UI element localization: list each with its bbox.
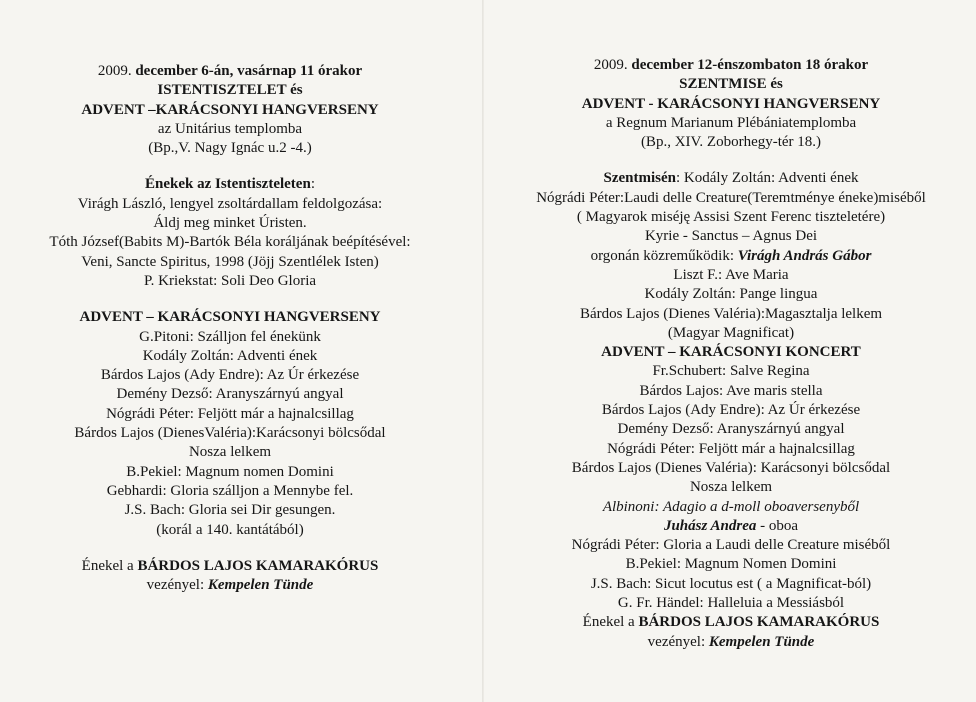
list-item: J.S. Bach: Sicut locutus est ( a Magnificat-ból) xyxy=(590,575,872,592)
list-item: Liszt F.: Ave Maria xyxy=(673,266,789,283)
list-item: Tóth József(Babits M)-Bartók Béla koráljának beépítésével: xyxy=(49,234,411,251)
list-item: Bárdos Lajos (Dienes Valéria):Magasztalja lelkem xyxy=(579,305,883,322)
left-conductor-line: vezényel: Kempelen Tünde xyxy=(146,577,314,594)
left-concert-heading: ADVENT – KARÁCSONYI HANGVERSENY xyxy=(79,309,381,326)
list-item: ( Magyarok miséję Assisi Szent Ferenc tiszteletére) xyxy=(576,209,886,226)
list-item: G.Pitoni: Szálljon fel énekünk xyxy=(139,328,321,345)
list-item: Nógrádi Péter:Laudi delle Creature(Teremtménye éneke)miséből xyxy=(536,189,926,206)
left-venue: az Unitárius templomba xyxy=(157,120,303,137)
list-item: Demény Dezső: Aranyszárnyú angyal xyxy=(617,421,845,438)
left-page xyxy=(0,62,460,595)
list-item: Demény Dezső: Aranyszárnyú angyal xyxy=(116,386,344,403)
list-item: Nosza lelkem xyxy=(689,479,773,496)
list-item: Bárdos Lajos (DienesValéria):Karácsonyi bölcsődal xyxy=(74,425,386,442)
list-item: (korál a 140. kantátából) xyxy=(156,521,304,538)
left-title-service: ISTENTISZTELET és xyxy=(157,82,303,99)
page-fold xyxy=(482,0,484,702)
list-item: Nógrádi Péter: Feljött már a hajnalcsillag xyxy=(106,405,354,422)
right-mass-heading: Szentmisén: Kodály Zoltán: Adventi ének xyxy=(603,170,859,187)
list-item: Nosza lelkem xyxy=(188,444,272,461)
list-item: Bárdos Lajos (Dienes Valéria): Karácsonyi bölcsődal xyxy=(571,459,891,476)
list-item: (Magyar Magnificat) xyxy=(667,324,795,341)
right-title-concert: ADVENT - KARÁCSONYI HANGVERSENY xyxy=(581,95,881,112)
list-item: Nógrádi Péter: Gloria a Laudi delle Creature miséből xyxy=(571,537,891,554)
right-venue: a Regnum Marianum Plébániatemplomba xyxy=(605,114,857,131)
list-item: Nógrádi Péter: Feljött már a hajnalcsillag xyxy=(607,440,855,457)
list-item: Kyrie - Sanctus – Agnus Dei xyxy=(644,228,818,245)
right-concert-heading: ADVENT – KARÁCSONYI KONCERT xyxy=(601,344,861,361)
right-address: (Bp., XIV. Zoborhegy-tér 18.) xyxy=(640,134,822,151)
list-item: J.S. Bach: Gloria sei Dir gesungen. xyxy=(124,502,336,519)
left-service-heading: Énekek az Istentiszteleten: xyxy=(145,176,315,193)
left-address: (Bp.,V. Nagy Ignác u.2 -4.) xyxy=(148,140,312,157)
list-item: Kodály Zoltán: Adventi ének xyxy=(142,347,318,364)
right-albinoni-line: Albinoni: Adagio a d-moll oboaversenyből xyxy=(602,498,860,515)
list-item: Bárdos Lajos (Ady Endre): Az Úr érkezése xyxy=(601,402,861,419)
list-item: Bárdos Lajos (Ady Endre): Az Úr érkezése xyxy=(100,367,360,384)
list-item: Veni, Sancte Spiritus, 1998 (Jöjj Szentlélek Isten) xyxy=(81,253,379,270)
left-title-concert: ADVENT –KARÁCSONYI HANGVERSENY xyxy=(81,101,379,118)
right-oboe-line: Juhász Andrea - oboa xyxy=(663,517,799,534)
right-conductor-line: vezényel: Kempelen Tünde xyxy=(647,633,815,650)
right-title-mass: SZENTMISE és xyxy=(679,76,783,93)
list-item: B.Pekiel: Magnum nomen Domini xyxy=(126,463,334,480)
list-item: B.Pekiel: Magnum Nomen Domini xyxy=(625,556,837,573)
list-item: Kodály Zoltán: Pange lingua xyxy=(644,286,818,303)
right-choir-line: Énekel a BÁRDOS LAJOS KAMARAKÓRUS xyxy=(582,614,880,631)
list-item: Virágh László, lengyel zsoltárdallam feldolgozása: xyxy=(77,195,383,212)
right-page xyxy=(486,56,976,652)
list-item: Bárdos Lajos: Ave maris stella xyxy=(639,382,823,399)
list-item: P. Kriekstat: Soli Deo Gloria xyxy=(143,272,317,289)
left-date-line: 2009. december 6-án, vasárnap 11 órakor xyxy=(97,63,363,79)
list-item: Fr.Schubert: Salve Regina xyxy=(652,363,810,380)
list-item: G. Fr. Händel: Halleluia a Messiásból xyxy=(617,595,845,612)
left-choir-line: Énekel a BÁRDOS LAJOS KAMARAKÓRUS xyxy=(81,557,379,574)
list-item: Áldj meg minket Úristen. xyxy=(153,215,307,232)
right-date-line: 2009. december 12-énszombaton 18 órakor xyxy=(593,57,869,73)
list-item: Gebhardi: Gloria szálljon a Mennybe fel. xyxy=(106,482,354,499)
right-organ-line: orgonán közreműködik: Virágh András Gábor xyxy=(590,247,872,264)
